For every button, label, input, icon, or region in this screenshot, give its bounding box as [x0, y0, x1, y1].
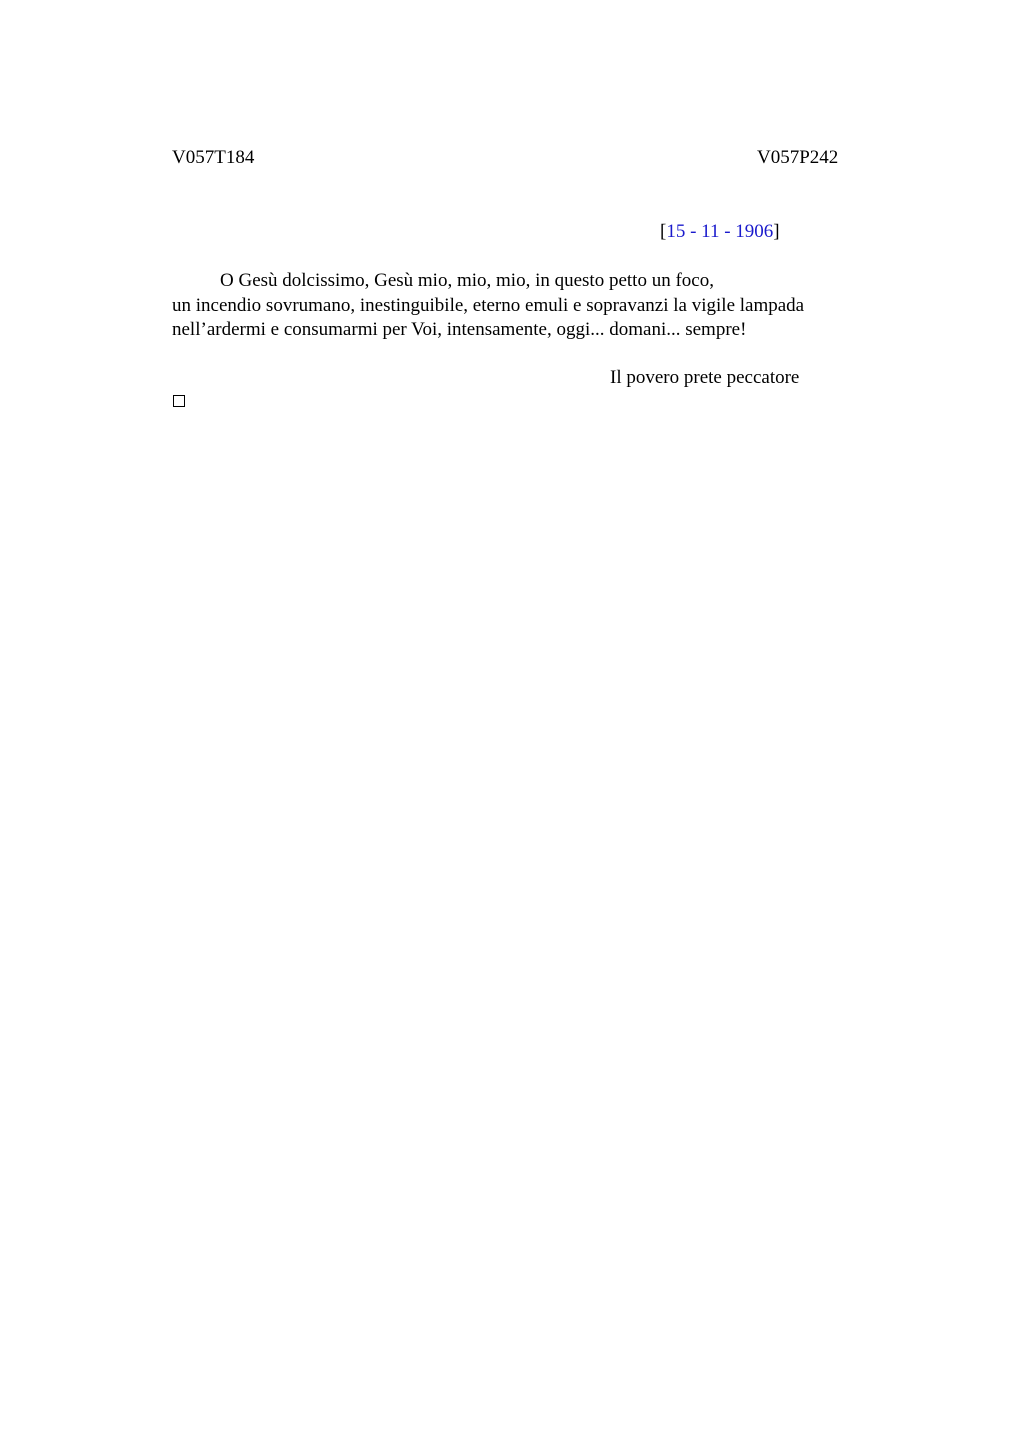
prayer-line-3: nell’ardermi e consumarmi per Voi, intensamente, oggi... domani... sempre! [172, 319, 747, 340]
prayer-line-2: un incendio sovrumano, inestinguibile, eterno emuli e sopravanzi la vigile lampada [172, 294, 805, 316]
date-close-bracket: ] [773, 221, 780, 242]
signature: Il povero prete peccatore [610, 367, 800, 388]
date-line [660, 221, 780, 243]
prayer-text [172, 269, 872, 343]
page-code-right: V057P242 [757, 147, 839, 168]
date-open-bracket: [ [660, 221, 667, 242]
prayer-line-1: O Gesù dolcissimo, Gesù mio, mio, mio, in questo petto un foco, [220, 270, 714, 291]
date-value: 15 - 11 - 1906 [666, 221, 774, 242]
document-code-left: V057T184 [172, 147, 255, 168]
square-outline-icon [173, 395, 185, 407]
